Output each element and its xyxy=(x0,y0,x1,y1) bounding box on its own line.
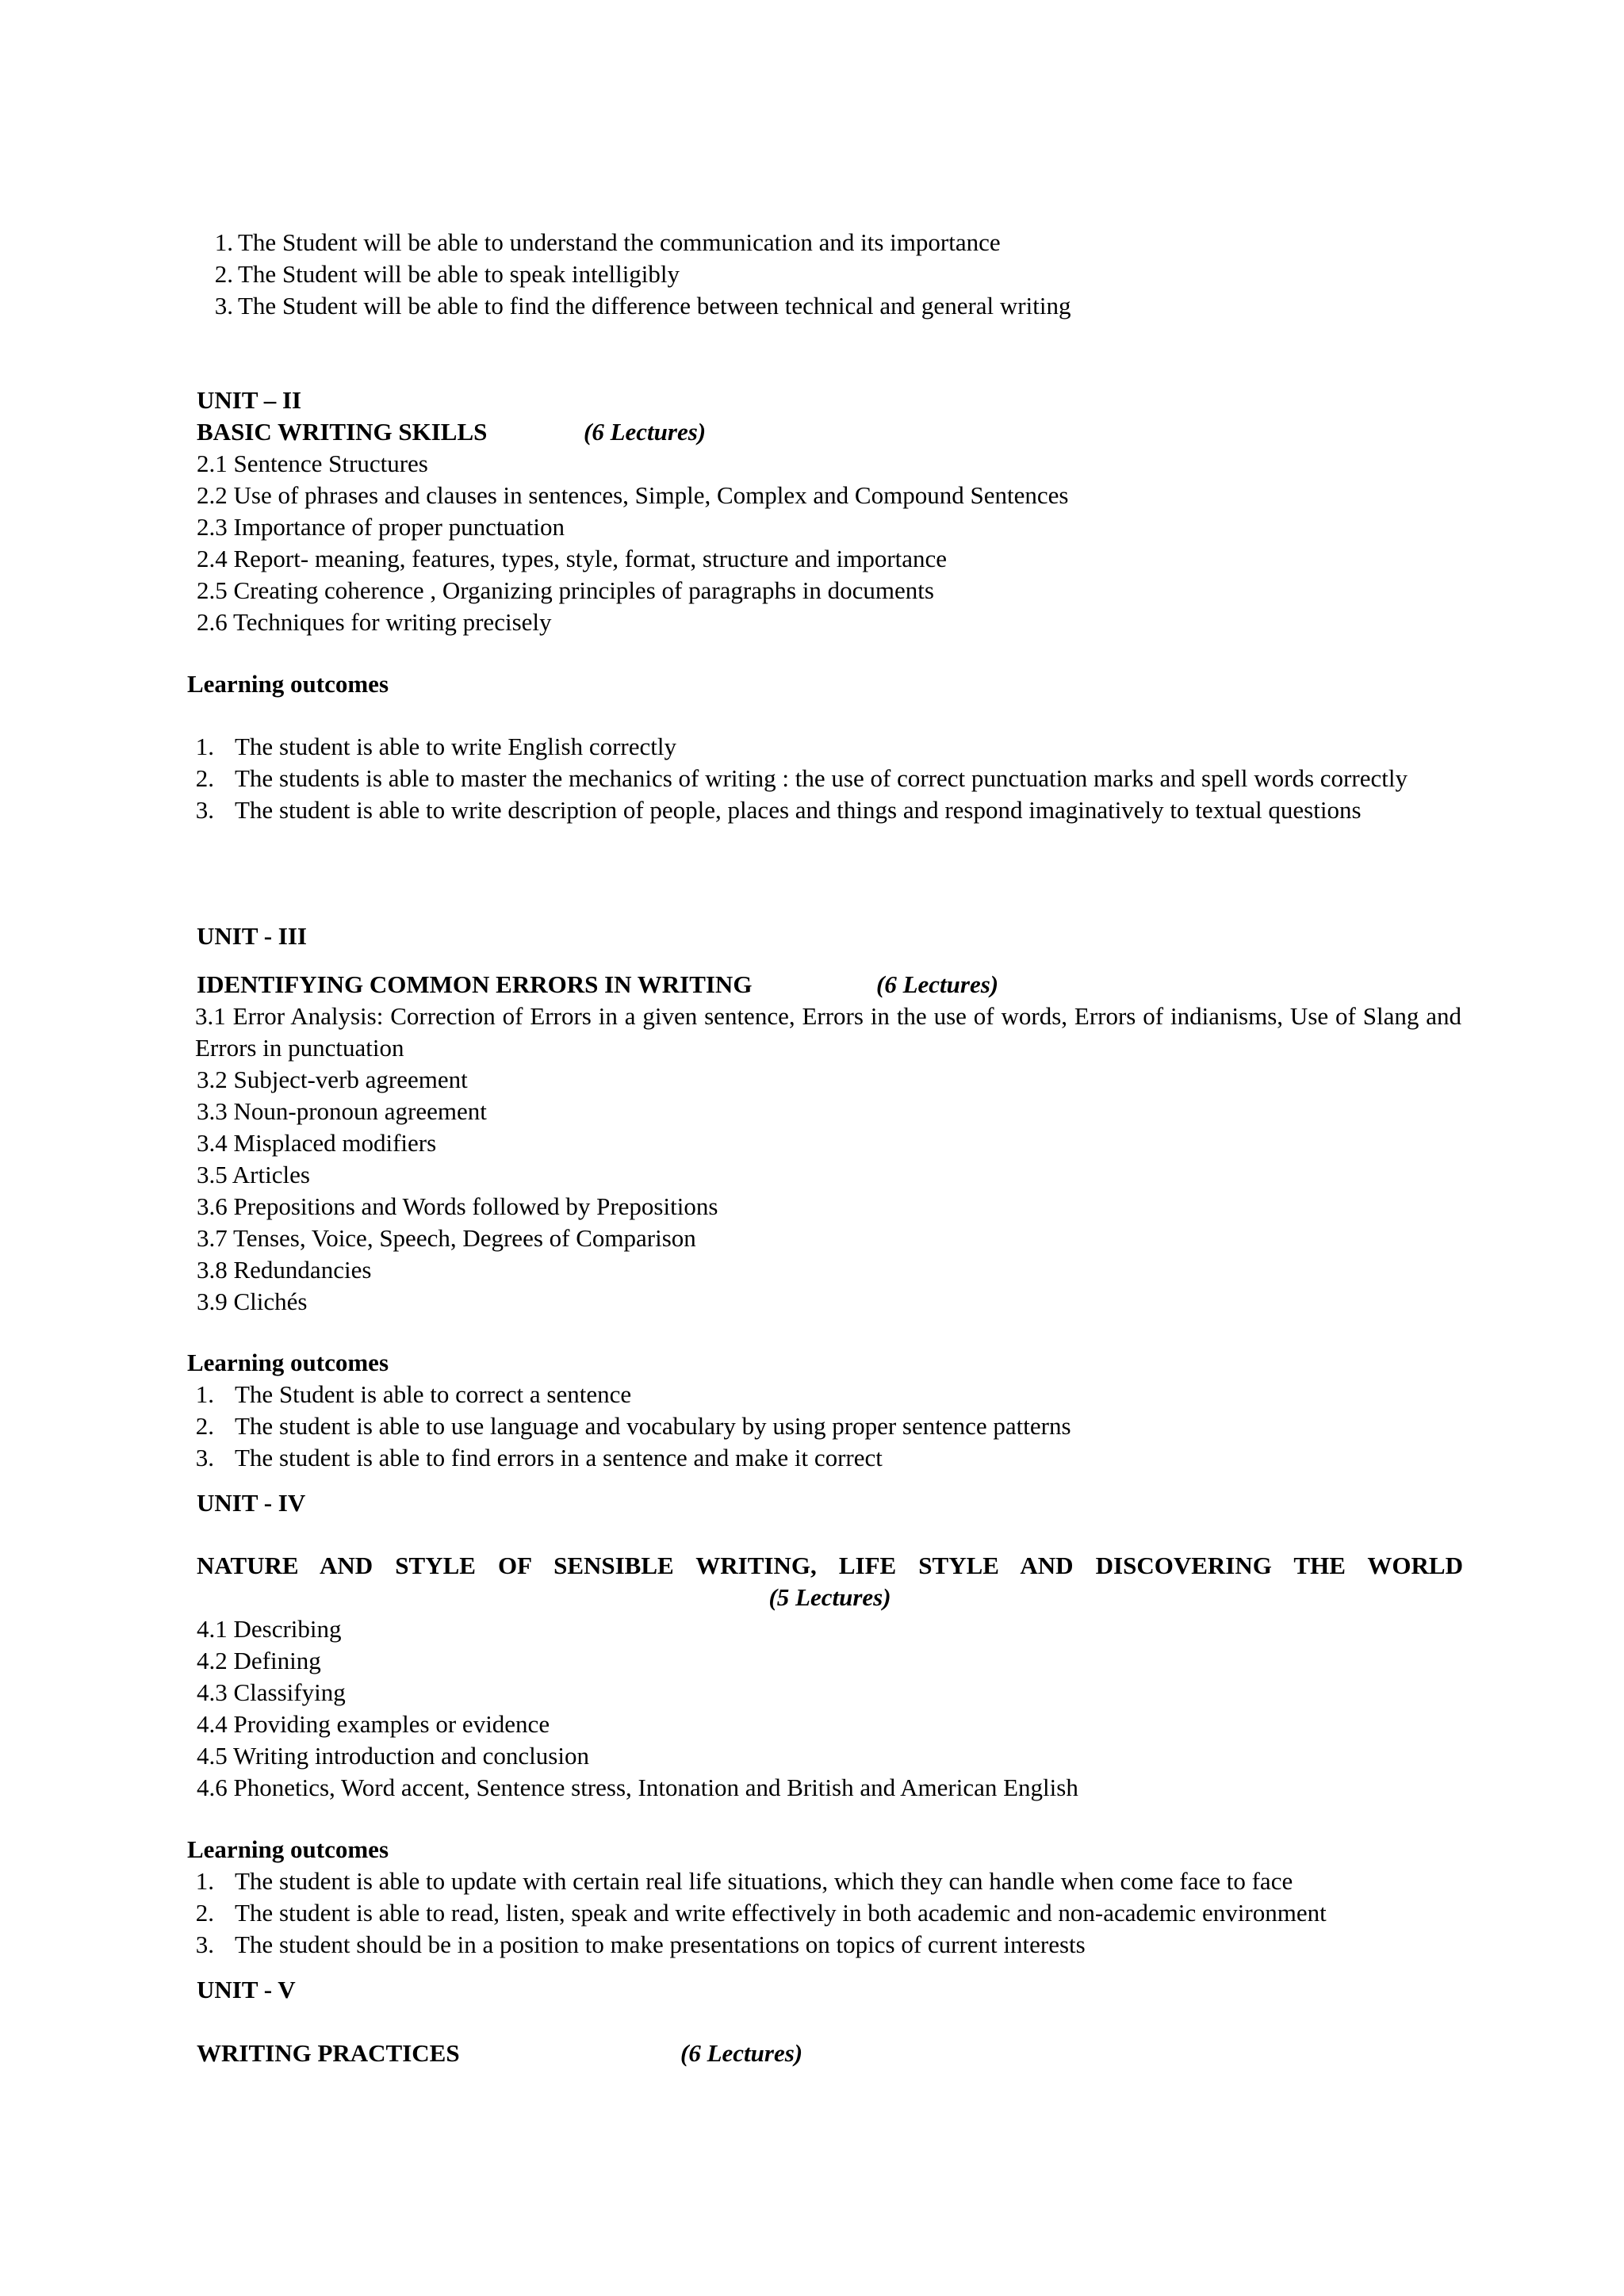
topic-item: 3.3 Noun-pronoun agreement xyxy=(197,1097,487,1125)
unit5-heading xyxy=(197,2038,803,2069)
topic-item: 3.7 Tenses, Voice, Speech, Degrees of Comparison xyxy=(197,1224,696,1252)
topic-item: 3.4 Misplaced modifiers xyxy=(197,1129,437,1157)
topic-item: 2.6 Techniques for writing precisely xyxy=(197,608,552,636)
topic-item: 2.2 Use of phrases and clauses in sentences, Simple, Complex and Compound Sentences xyxy=(197,481,1069,509)
unit4-outcomes-list xyxy=(0,1866,1327,1961)
topic-item: 4.1 Describing xyxy=(197,1615,342,1643)
list-item: 2. The student is able to read, listen, speak and write effectively in both academic and non-academic environment xyxy=(195,1899,1327,1927)
unit2-label: UNIT – II xyxy=(197,386,302,414)
unit2-topics xyxy=(197,448,1068,638)
unit3-lectures: (6 Lectures) xyxy=(876,970,999,998)
unit4-lectures: (5 Lectures) xyxy=(768,1583,891,1611)
unit4-lectures-row xyxy=(197,1582,1463,1613)
topic-item: 4.5 Writing introduction and conclusion xyxy=(197,1742,589,1770)
topic-item: 4.3 Classifying xyxy=(197,1678,346,1706)
list-item: 2. The students is able to master the mechanics of writing : the use of correct punctuation marks and spell words correctly xyxy=(195,764,1408,792)
topic-item: 4.2 Defining xyxy=(197,1647,321,1674)
unit4-outcomes-title: Learning outcomes xyxy=(187,1835,389,1863)
unit3-title: IDENTIFYING COMMON ERRORS IN WRITING xyxy=(197,970,753,998)
unit4-title: NATURE AND STYLE OF SENSIBLE WRITING, LIFE STYLE AND DISCOVERING THE WORLD xyxy=(197,1552,1463,1579)
topic-item: 2.5 Creating coherence , Organizing principles of paragraphs in documents xyxy=(197,576,934,604)
list-item: 1. The Student will be able to understand the communication and its importance xyxy=(214,228,1001,256)
unit1-outcomes-list xyxy=(0,227,1071,322)
topic-item: 3.9 Clichés xyxy=(197,1288,308,1315)
unit4-topics xyxy=(197,1613,1078,1804)
unit3-outcomes-list xyxy=(0,1379,1071,1474)
topic-item: 2.1 Sentence Structures xyxy=(197,450,428,477)
unit5-lectures: (6 Lectures) xyxy=(680,2039,803,2067)
topic-item: 2.3 Importance of proper punctuation xyxy=(197,513,565,541)
unit2-title: BASIC WRITING SKILLS xyxy=(197,418,488,446)
unit3-topic-first: 3.1 Error Analysis: Correction of Errors in a given sentence, Errors in the use of words, Errors of indianisms, Use of Slang and Errors in punctuation xyxy=(195,1002,1461,1062)
topic-item: 3.8 Redundancies xyxy=(197,1256,372,1284)
list-item: 1. The Student is able to correct a sentence xyxy=(195,1380,632,1408)
unit2-heading xyxy=(197,416,707,448)
topic-item: 3.5 Articles xyxy=(197,1161,310,1188)
list-item: 2. The student is able to use language and vocabulary by using proper sentence patterns xyxy=(195,1412,1071,1440)
list-item: 2. The Student will be able to speak intelligibly xyxy=(214,260,680,288)
list-item: 3. The student is able to find errors in a sentence and make it correct xyxy=(195,1444,883,1471)
unit5-label: UNIT - V xyxy=(197,1976,296,2003)
unit2-lectures: (6 Lectures) xyxy=(584,418,707,446)
topic-item: 4.6 Phonetics, Word accent, Sentence stress, Intonation and British and American English xyxy=(197,1774,1078,1801)
unit2-outcomes-title: Learning outcomes xyxy=(187,670,389,698)
unit5-title: WRITING PRACTICES xyxy=(197,2039,460,2067)
list-item: 1. The student is able to write English correctly xyxy=(195,733,676,760)
topic-item: 4.4 Providing examples or evidence xyxy=(197,1710,550,1738)
unit3-label: UNIT - III xyxy=(197,922,307,950)
topic-item: 2.4 Report- meaning, features, types, style, format, structure and importance xyxy=(197,545,948,572)
unit3-topics xyxy=(197,1064,718,1318)
list-item: 3. The Student will be able to find the difference between technical and general writing xyxy=(214,292,1071,320)
topic-item: 3.6 Prepositions and Words followed by Prepositions xyxy=(197,1192,718,1220)
list-item: 1. The student is able to update with certain real life situations, which they can handle when come face to face xyxy=(195,1867,1293,1895)
unit3-heading xyxy=(197,969,999,1001)
unit2-outcomes-list xyxy=(0,731,1463,826)
unit3-outcomes-title: Learning outcomes xyxy=(187,1349,389,1376)
list-item: 3. The student is able to write description of people, places and things and respond imaginatively to textual questions xyxy=(195,796,1362,824)
unit4-label: UNIT - IV xyxy=(197,1489,306,1517)
topic-item: 3.2 Subject-verb agreement xyxy=(197,1066,468,1093)
list-item: 3. The student should be in a position to make presentations on topics of current interests xyxy=(195,1931,1086,1958)
